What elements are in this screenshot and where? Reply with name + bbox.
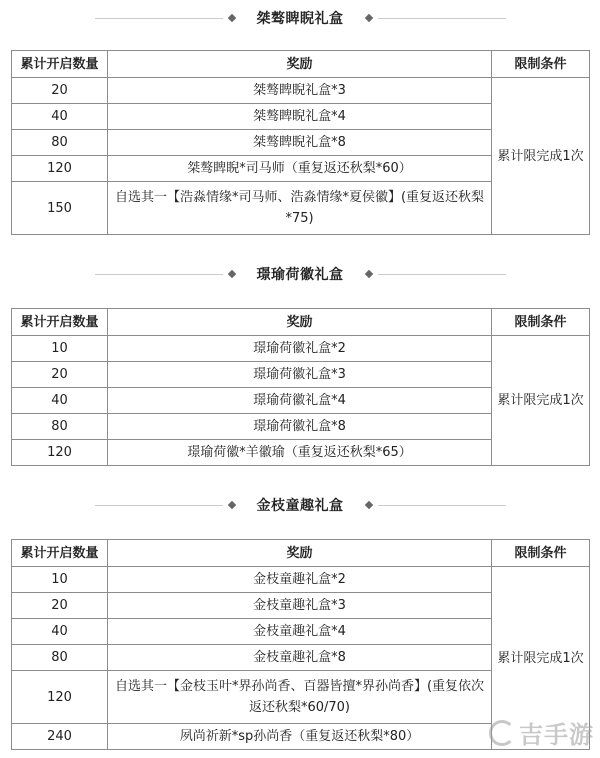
section-title-1 — [0, 0, 600, 36]
section-title-text: 桀骜睥睨礼盒 — [256, 11, 344, 27]
header-reward: 奖励 — [108, 51, 492, 78]
diamond-icon — [227, 501, 235, 509]
reward-cell: 金枝童趣礼盒*2 — [108, 567, 492, 593]
reward-cell: 自选其一【浩淼情缘*司马师、浩淼情缘*夏侯徽】(重复返还秋梨*75) — [108, 182, 492, 235]
watermark-text: 吉手游 — [519, 721, 594, 749]
count-cell: 10 — [12, 567, 108, 593]
reward-table-1 — [11, 50, 590, 235]
table-header-row — [12, 51, 590, 78]
reward-cell: 桀骜睥睨礼盒*3 — [108, 78, 492, 104]
title-divider-right — [378, 274, 506, 275]
reward-cell: 璟瑜荷徽礼盒*4 — [108, 388, 492, 414]
diamond-icon — [364, 14, 372, 22]
header-count: 累计开启数量 — [12, 540, 108, 567]
reward-cell: 夙尚祈新*sp孙尚香（重复返还秋梨*80） — [108, 724, 492, 750]
section-title-2 — [0, 256, 600, 292]
table-row — [12, 336, 590, 362]
title-divider-left — [95, 274, 223, 275]
count-cell: 120 — [12, 440, 108, 466]
watermark — [489, 715, 594, 750]
section-title-text: 璟瑜荷徽礼盒 — [256, 267, 344, 283]
count-cell: 20 — [12, 593, 108, 619]
g-logo-icon — [489, 720, 515, 746]
table-row — [12, 567, 590, 593]
count-cell: 120 — [12, 671, 108, 724]
header-reward: 奖励 — [108, 540, 492, 567]
count-cell: 120 — [12, 156, 108, 182]
section-title-3 — [0, 487, 600, 523]
header-limit: 限制条件 — [492, 51, 590, 78]
count-cell: 80 — [12, 645, 108, 671]
count-cell: 150 — [12, 182, 108, 235]
count-cell: 40 — [12, 104, 108, 130]
section-title-text: 金枝童趣礼盒 — [256, 498, 344, 514]
count-cell: 40 — [12, 388, 108, 414]
reward-cell: 璟瑜荷徽礼盒*8 — [108, 414, 492, 440]
table-header-row — [12, 540, 590, 567]
reward-cell: 金枝童趣礼盒*8 — [108, 645, 492, 671]
table-row — [12, 78, 590, 104]
count-cell: 80 — [12, 130, 108, 156]
reward-cell: 自选其一【金枝玉叶*界孙尚香、百器皆擅*界孙尚香】(重复依次返还秋梨*60/70) — [108, 671, 492, 724]
reward-cell: 璟瑜荷徽*羊徽瑜（重复返还秋梨*65） — [108, 440, 492, 466]
count-cell: 240 — [12, 724, 108, 750]
reward-cell: 桀骜睥睨*司马师（重复返还秋梨*60） — [108, 156, 492, 182]
table-header-row — [12, 309, 590, 336]
reward-cell: 金枝童趣礼盒*4 — [108, 619, 492, 645]
diamond-icon — [227, 270, 235, 278]
limit-cell: 累计限完成1次 — [492, 336, 590, 466]
header-limit: 限制条件 — [492, 540, 590, 567]
count-cell: 40 — [12, 619, 108, 645]
title-divider-left — [95, 505, 223, 506]
reward-table-2 — [11, 308, 590, 466]
limit-cell: 累计限完成1次 — [492, 78, 590, 235]
header-reward: 奖励 — [108, 309, 492, 336]
reward-cell: 桀骜睥睨礼盒*4 — [108, 104, 492, 130]
diamond-icon — [227, 14, 235, 22]
diamond-icon — [364, 501, 372, 509]
title-divider-right — [378, 505, 506, 506]
count-cell: 80 — [12, 414, 108, 440]
reward-cell: 璟瑜荷徽礼盒*2 — [108, 336, 492, 362]
count-cell: 20 — [12, 78, 108, 104]
reward-cell: 金枝童趣礼盒*3 — [108, 593, 492, 619]
header-count: 累计开启数量 — [12, 51, 108, 78]
header-count: 累计开启数量 — [12, 309, 108, 336]
title-divider-left — [95, 18, 223, 19]
reward-cell: 桀骜睥睨礼盒*8 — [108, 130, 492, 156]
count-cell: 20 — [12, 362, 108, 388]
header-limit: 限制条件 — [492, 309, 590, 336]
count-cell: 10 — [12, 336, 108, 362]
reward-cell: 璟瑜荷徽礼盒*3 — [108, 362, 492, 388]
diamond-icon — [364, 270, 372, 278]
title-divider-right — [378, 18, 506, 19]
limit-cell: 累计限完成1次 — [492, 567, 590, 750]
